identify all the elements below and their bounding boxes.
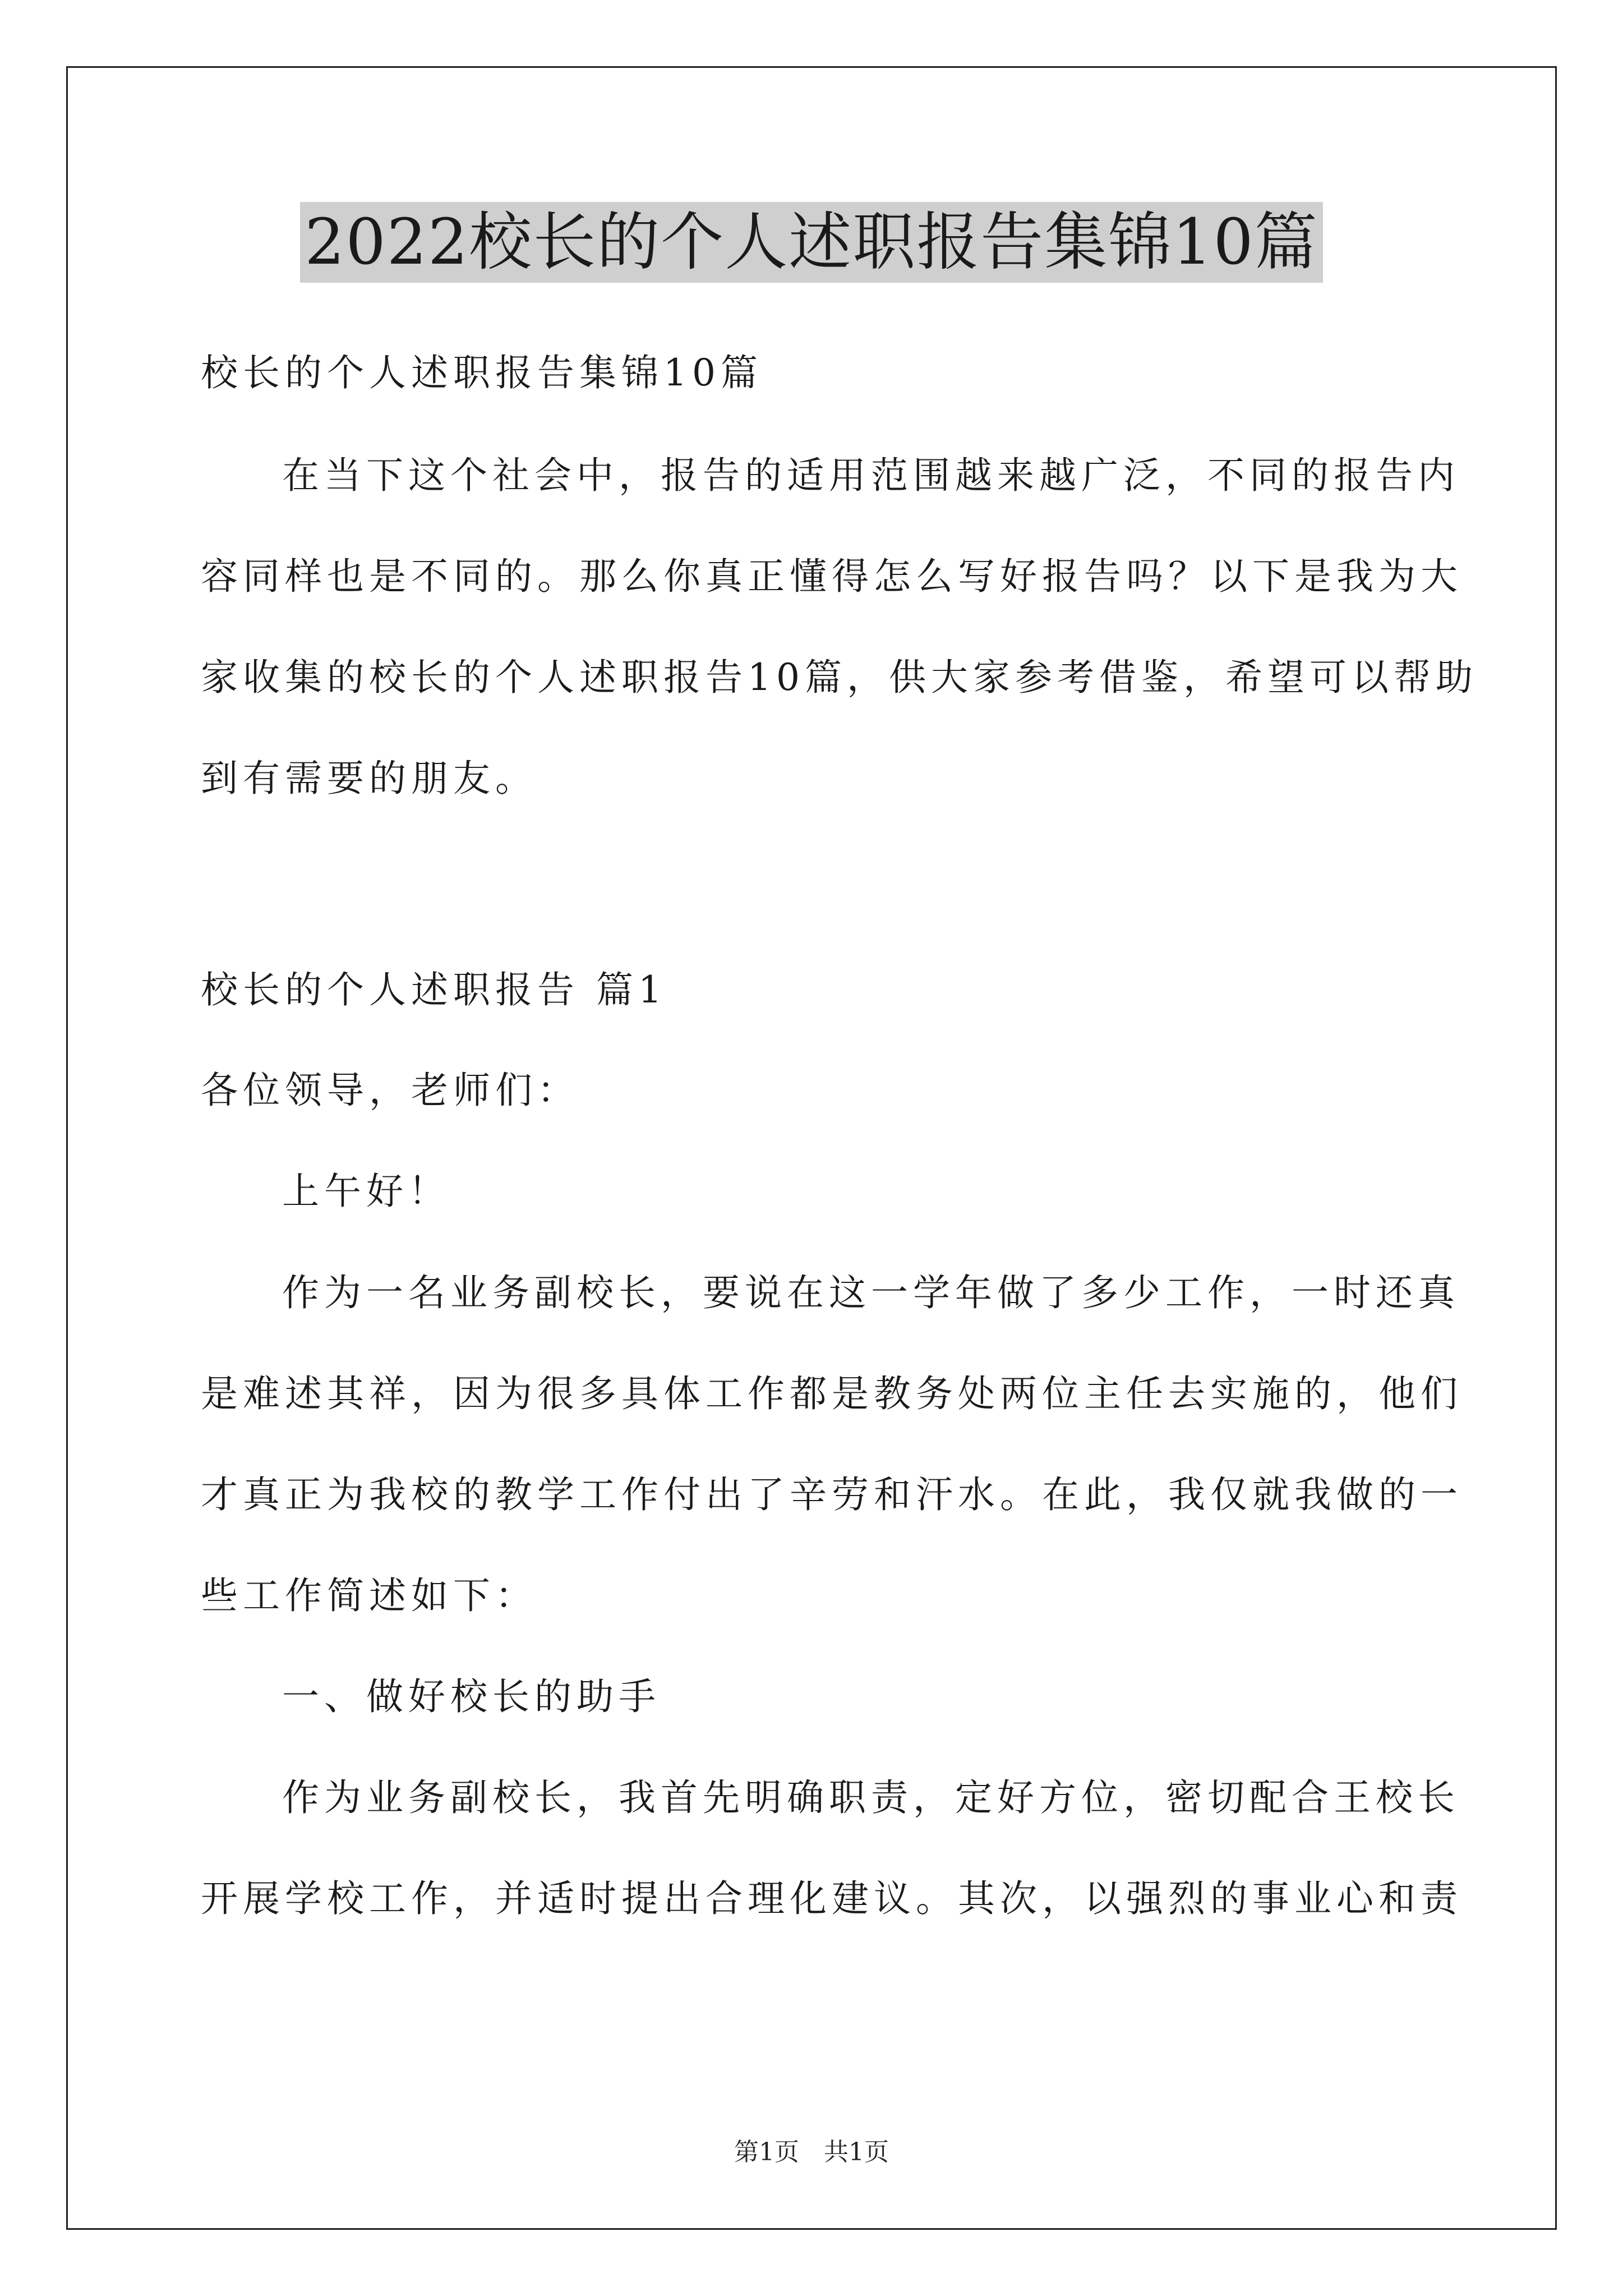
body-line: 家收集的校长的个人述职报告10篇，供大家参考借鉴，希望可以帮助 (201, 656, 1478, 699)
body-line: 在当下这个社会中，报告的适用范围越来越广泛，不同的报告内 (282, 454, 1460, 497)
subtitle-line: 校长的个人述职报告集锦10篇 (201, 351, 763, 394)
section-heading: 校长的个人述职报告 篇1 (201, 968, 667, 1011)
page-footer: 第1页 共1页 (734, 2138, 889, 2166)
body-line: 到有需要的朋友。 (201, 757, 537, 800)
body-line: 作为业务副校长，我首先明确职责，定好方位，密切配合王校长 (282, 1776, 1460, 1819)
body-line: 才真正为我校的教学工作付出了辛劳和汗水。在此，我仅就我做的一 (201, 1473, 1463, 1516)
subsection-heading: 一、做好校长的助手 (282, 1675, 661, 1718)
body-line: 容同样也是不同的。那么你真正懂得怎么写好报告吗？以下是我为大 (201, 555, 1463, 598)
salutation-line: 各位领导，老师们： (201, 1069, 579, 1112)
body-line: 是难述其祥，因为很多具体工作都是教务处两位主任去实施的，他们 (201, 1372, 1463, 1415)
body-line: 开展学校工作，并适时提出合理化建议。其次，以强烈的事业心和责 (201, 1877, 1463, 1920)
body-line: 些工作简述如下： (201, 1574, 537, 1617)
greeting-line: 上午好！ (282, 1170, 450, 1213)
body-line: 作为一名业务副校长，要说在这一学年做了多少工作，一时还真 (282, 1271, 1460, 1314)
document-title: 2022校长的个人述职报告集锦10篇 (300, 202, 1323, 283)
title-container (0, 202, 1623, 283)
